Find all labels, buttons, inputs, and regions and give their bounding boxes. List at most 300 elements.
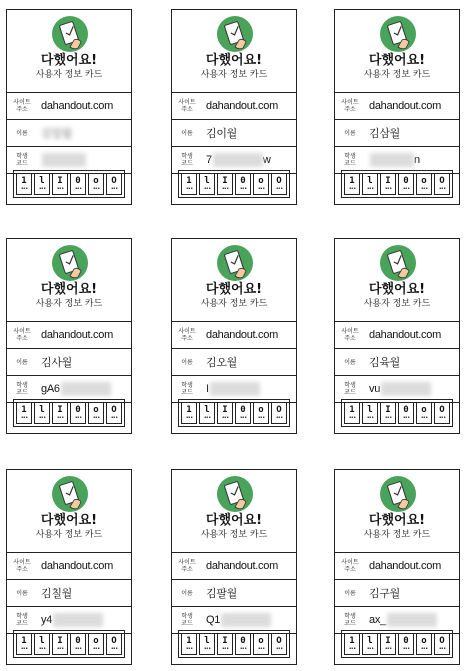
code-redaction [381, 382, 431, 396]
char-glyph: I [385, 636, 391, 646]
char-dots: •• • [239, 646, 247, 652]
char-dots: •• • [221, 186, 229, 192]
tablet-hand-logo-icon [380, 16, 416, 52]
brand-title: 다했어요! [40, 282, 98, 297]
char-box [88, 633, 104, 655]
student-name: 김육월 [369, 357, 400, 369]
site-value: dahandout.com [206, 100, 278, 112]
user-info-card [334, 9, 460, 205]
char-box [217, 402, 233, 424]
char-dots: •• • [20, 646, 28, 652]
char-dots: •• • [348, 186, 356, 192]
char-dots: •• • [420, 186, 428, 192]
site-label: 사이트 주소 [13, 99, 31, 113]
tablet-hand-logo-icon [52, 476, 88, 512]
character-guide [13, 170, 125, 198]
student-code [37, 613, 103, 627]
student-code [202, 153, 270, 167]
char-dots: •• • [366, 186, 374, 192]
brand-title: 다했어요! [40, 53, 98, 68]
code-visible-part: ax_ [369, 613, 386, 626]
char-dots: •• • [366, 646, 374, 652]
character-guide [341, 630, 453, 658]
code-redaction [213, 153, 263, 167]
char-box [271, 173, 287, 195]
char-box [16, 633, 32, 655]
tablet-hand-logo-icon [217, 16, 253, 52]
char-box [16, 402, 32, 424]
char-glyph: l [204, 636, 210, 646]
char-glyph: O [439, 636, 445, 646]
user-info-card [171, 469, 297, 665]
char-box [344, 402, 360, 424]
card-header [172, 470, 296, 553]
char-box [16, 173, 32, 195]
char-box [181, 402, 197, 424]
char-box [52, 402, 68, 424]
char-dots: •• • [239, 415, 247, 421]
char-box [434, 633, 450, 655]
char-dots: •• • [56, 646, 64, 652]
char-glyph: 0 [75, 405, 81, 415]
site-label: 사이트 주소 [13, 328, 31, 342]
card-subtitle: 사용자 정보 카드 [200, 299, 268, 309]
site-value: dahandout.com [41, 329, 113, 341]
char-glyph: o [421, 636, 427, 646]
char-box [235, 173, 251, 195]
site-value: dahandout.com [41, 560, 113, 572]
char-dots: •• • [275, 646, 283, 652]
char-box [398, 173, 414, 195]
char-box [416, 633, 432, 655]
code-visible-part: Q1 [206, 613, 221, 626]
name-label: 이름 [181, 358, 193, 366]
tablet-hand-logo-icon [217, 245, 253, 281]
card-header [172, 10, 296, 93]
char-dots: •• • [56, 415, 64, 421]
char-dots: •• • [402, 186, 410, 192]
char-box [362, 402, 378, 424]
char-dots: •• • [384, 415, 392, 421]
code-visible-part: vu [369, 382, 381, 395]
site-label: 사이트 주소 [13, 559, 31, 573]
char-glyph: 1 [349, 405, 355, 415]
code-label: 학생 코드 [344, 613, 356, 627]
student-name: 김구월 [369, 588, 400, 600]
char-glyph: 0 [75, 636, 81, 646]
card-header [7, 239, 131, 322]
name-label: 이름 [344, 129, 356, 137]
code-redaction [370, 153, 414, 167]
card-subtitle: 사용자 정보 카드 [35, 530, 103, 540]
site-value: dahandout.com [41, 100, 113, 112]
name-row [172, 349, 296, 376]
character-guide [178, 399, 290, 427]
card-subtitle: 사용자 정보 카드 [363, 530, 431, 540]
char-dots: •• • [402, 646, 410, 652]
char-glyph: o [93, 176, 99, 186]
char-glyph: o [258, 636, 264, 646]
char-dots: •• • [221, 415, 229, 421]
site-value: dahandout.com [369, 100, 441, 112]
student-name: 김일월 [41, 128, 72, 140]
char-glyph: 0 [240, 176, 246, 186]
char-glyph: 1 [21, 405, 27, 415]
char-glyph: 1 [349, 176, 355, 186]
char-dots: •• • [257, 415, 265, 421]
char-glyph: O [439, 176, 445, 186]
site-row [172, 553, 296, 580]
name-label: 이름 [16, 589, 28, 597]
char-dots: •• • [257, 186, 265, 192]
site-value: dahandout.com [369, 560, 441, 572]
site-row [335, 322, 459, 349]
name-row [7, 580, 131, 607]
code-label: 학생 코드 [181, 613, 193, 627]
char-box [271, 402, 287, 424]
tablet-hand-logo-icon [217, 476, 253, 512]
character-guide [341, 399, 453, 427]
code-redaction [387, 613, 437, 627]
code-redaction [221, 613, 271, 627]
char-box [199, 402, 215, 424]
student-code [365, 382, 431, 396]
code-visible-part: y4 [41, 613, 53, 626]
char-glyph: l [204, 176, 210, 186]
code-redaction [210, 382, 260, 396]
code-visible-part: gA6 [41, 382, 60, 395]
char-dots: •• • [402, 415, 410, 421]
site-value: dahandout.com [206, 329, 278, 341]
student-code [202, 382, 260, 396]
char-box [88, 402, 104, 424]
code-label: 학생 코드 [16, 613, 28, 627]
student-name: 김팔월 [206, 588, 237, 600]
user-info-card [6, 469, 132, 665]
char-box [434, 402, 450, 424]
student-code [37, 153, 86, 167]
char-glyph: 0 [403, 636, 409, 646]
card-header [335, 239, 459, 322]
user-info-card [6, 9, 132, 205]
char-dots: •• • [92, 186, 100, 192]
brand-title: 다했어요! [368, 282, 426, 297]
char-box [271, 633, 287, 655]
brand-title: 다했어요! [368, 513, 426, 528]
code-label: 학생 코드 [16, 153, 28, 167]
char-dots: •• • [92, 415, 100, 421]
char-dots: •• • [348, 415, 356, 421]
character-guide [13, 630, 125, 658]
character-guide [341, 170, 453, 198]
char-dots: •• • [38, 186, 46, 192]
character-guide [178, 630, 290, 658]
char-glyph: 0 [403, 405, 409, 415]
student-code [37, 382, 111, 396]
code-label: 학생 코드 [344, 153, 356, 167]
char-dots: •• • [185, 186, 193, 192]
char-box [235, 633, 251, 655]
char-box [106, 402, 122, 424]
char-box [235, 402, 251, 424]
char-glyph: I [222, 636, 228, 646]
code-suffix: n [414, 153, 420, 166]
site-label: 사이트 주소 [178, 99, 196, 113]
student-name: 김이월 [206, 128, 237, 140]
code-visible-part: 7 [206, 153, 212, 166]
char-box [199, 633, 215, 655]
card-subtitle: 사용자 정보 카드 [35, 299, 103, 309]
char-dots: •• • [74, 415, 82, 421]
tablet-hand-logo-icon [380, 245, 416, 281]
char-glyph: 0 [403, 176, 409, 186]
char-box [34, 633, 50, 655]
char-dots: •• • [275, 415, 283, 421]
code-redaction [61, 382, 111, 396]
student-name: 김삼월 [369, 128, 400, 140]
user-info-card [334, 238, 460, 434]
card-header [7, 10, 131, 93]
char-box [398, 402, 414, 424]
char-box [52, 633, 68, 655]
tablet-hand-logo-icon [52, 16, 88, 52]
brand-title: 다했어요! [368, 53, 426, 68]
char-box [181, 633, 197, 655]
char-glyph: O [276, 636, 282, 646]
char-dots: •• • [221, 646, 229, 652]
user-info-card [171, 9, 297, 205]
user-info-card [6, 238, 132, 434]
char-glyph: I [385, 405, 391, 415]
char-glyph: 1 [186, 176, 192, 186]
char-box [380, 402, 396, 424]
site-label: 사이트 주소 [341, 559, 359, 573]
char-glyph: I [222, 405, 228, 415]
char-glyph: O [111, 636, 117, 646]
char-glyph: l [39, 176, 45, 186]
card-subtitle: 사용자 정보 카드 [200, 530, 268, 540]
name-row [335, 580, 459, 607]
character-guide [178, 170, 290, 198]
char-dots: •• • [203, 415, 211, 421]
char-glyph: 1 [21, 176, 27, 186]
char-glyph: 1 [186, 636, 192, 646]
card-header [7, 470, 131, 553]
student-name: 김오월 [206, 357, 237, 369]
site-row [335, 93, 459, 120]
character-guide [13, 399, 125, 427]
char-dots: •• • [38, 646, 46, 652]
card-header [172, 239, 296, 322]
char-dots: •• • [275, 186, 283, 192]
card-header [335, 10, 459, 93]
char-glyph: l [367, 176, 373, 186]
student-code [365, 613, 437, 627]
char-box [434, 173, 450, 195]
char-dots: •• • [366, 415, 374, 421]
char-glyph: l [39, 636, 45, 646]
char-dots: •• • [74, 186, 82, 192]
char-glyph: O [111, 176, 117, 186]
code-visible-part: I [206, 382, 209, 395]
site-label: 사이트 주소 [341, 328, 359, 342]
char-dots: •• • [38, 415, 46, 421]
code-suffix: w [262, 153, 271, 166]
char-box [217, 633, 233, 655]
name-label: 이름 [181, 589, 193, 597]
brand-title: 다했어요! [40, 513, 98, 528]
char-dots: •• • [420, 415, 428, 421]
char-glyph: O [276, 176, 282, 186]
card-subtitle: 사용자 정보 카드 [200, 70, 268, 80]
char-box [70, 173, 86, 195]
char-dots: •• • [74, 646, 82, 652]
name-label: 이름 [16, 129, 28, 137]
char-glyph: O [276, 405, 282, 415]
char-box [253, 633, 269, 655]
tablet-hand-logo-icon [52, 245, 88, 281]
char-dots: •• • [420, 646, 428, 652]
char-box [253, 402, 269, 424]
name-label: 이름 [181, 129, 193, 137]
char-box [199, 173, 215, 195]
char-dots: •• • [438, 186, 446, 192]
char-glyph: 0 [240, 405, 246, 415]
site-row [7, 322, 131, 349]
code-redaction [53, 613, 103, 627]
name-row [172, 580, 296, 607]
char-glyph: l [204, 405, 210, 415]
char-dots: •• • [257, 646, 265, 652]
char-glyph: I [57, 405, 63, 415]
char-glyph: 1 [21, 636, 27, 646]
site-row [7, 93, 131, 120]
char-dots: •• • [20, 415, 28, 421]
char-dots: •• • [348, 646, 356, 652]
char-box [380, 173, 396, 195]
code-redaction [42, 153, 86, 167]
char-glyph: l [367, 636, 373, 646]
student-name: 김사월 [41, 357, 72, 369]
char-dots: •• • [92, 646, 100, 652]
char-glyph: O [439, 405, 445, 415]
brand-title: 다했어요! [205, 282, 263, 297]
char-box [344, 173, 360, 195]
site-row [172, 322, 296, 349]
site-label: 사이트 주소 [178, 559, 196, 573]
site-row [172, 93, 296, 120]
student-code [202, 613, 271, 627]
char-glyph: I [57, 176, 63, 186]
char-box [416, 402, 432, 424]
user-info-card [171, 238, 297, 434]
student-code [365, 153, 420, 167]
name-label: 이름 [16, 358, 28, 366]
char-dots: •• • [110, 186, 118, 192]
site-row [335, 553, 459, 580]
char-glyph: I [57, 636, 63, 646]
char-box [52, 173, 68, 195]
name-row [172, 120, 296, 147]
char-glyph: o [93, 405, 99, 415]
char-box [217, 173, 233, 195]
char-box [106, 633, 122, 655]
char-glyph: I [385, 176, 391, 186]
char-glyph: 0 [240, 636, 246, 646]
char-dots: •• • [185, 415, 193, 421]
brand-title: 다했어요! [205, 513, 263, 528]
char-glyph: I [222, 176, 228, 186]
char-dots: •• • [384, 646, 392, 652]
char-dots: •• • [239, 186, 247, 192]
site-value: dahandout.com [369, 329, 441, 341]
char-box [70, 633, 86, 655]
char-glyph: O [111, 405, 117, 415]
site-label: 사이트 주소 [341, 99, 359, 113]
card-subtitle: 사용자 정보 카드 [35, 70, 103, 80]
char-dots: •• • [110, 646, 118, 652]
card-header [335, 470, 459, 553]
char-box [106, 173, 122, 195]
code-label: 학생 코드 [16, 382, 28, 396]
char-dots: •• • [203, 186, 211, 192]
char-box [70, 402, 86, 424]
char-dots: •• • [56, 186, 64, 192]
char-box [416, 173, 432, 195]
char-box [398, 633, 414, 655]
char-glyph: l [367, 405, 373, 415]
char-dots: •• • [203, 646, 211, 652]
char-glyph: o [421, 176, 427, 186]
char-dots: •• • [438, 646, 446, 652]
tablet-hand-logo-icon [380, 476, 416, 512]
student-name: 김칠월 [41, 588, 72, 600]
char-glyph: 1 [186, 405, 192, 415]
name-label: 이름 [344, 358, 356, 366]
char-box [362, 633, 378, 655]
user-info-card [334, 469, 460, 665]
code-label: 학생 코드 [181, 153, 193, 167]
char-dots: •• • [20, 186, 28, 192]
char-box [380, 633, 396, 655]
char-glyph: o [258, 176, 264, 186]
char-glyph: 1 [349, 636, 355, 646]
char-glyph: o [93, 636, 99, 646]
char-box [88, 173, 104, 195]
name-row [7, 120, 131, 147]
char-box [34, 173, 50, 195]
char-glyph: 0 [75, 176, 81, 186]
char-glyph: o [258, 405, 264, 415]
name-row [335, 349, 459, 376]
name-row [7, 349, 131, 376]
card-subtitle: 사용자 정보 카드 [363, 70, 431, 80]
char-glyph: o [421, 405, 427, 415]
name-label: 이름 [344, 589, 356, 597]
char-box [362, 173, 378, 195]
site-label: 사이트 주소 [178, 328, 196, 342]
code-label: 학생 코드 [181, 382, 193, 396]
char-dots: •• • [384, 186, 392, 192]
code-label: 학생 코드 [344, 382, 356, 396]
char-box [34, 402, 50, 424]
char-dots: •• • [438, 415, 446, 421]
name-row [335, 120, 459, 147]
char-dots: •• • [185, 646, 193, 652]
char-box [181, 173, 197, 195]
site-row [7, 553, 131, 580]
char-box [344, 633, 360, 655]
